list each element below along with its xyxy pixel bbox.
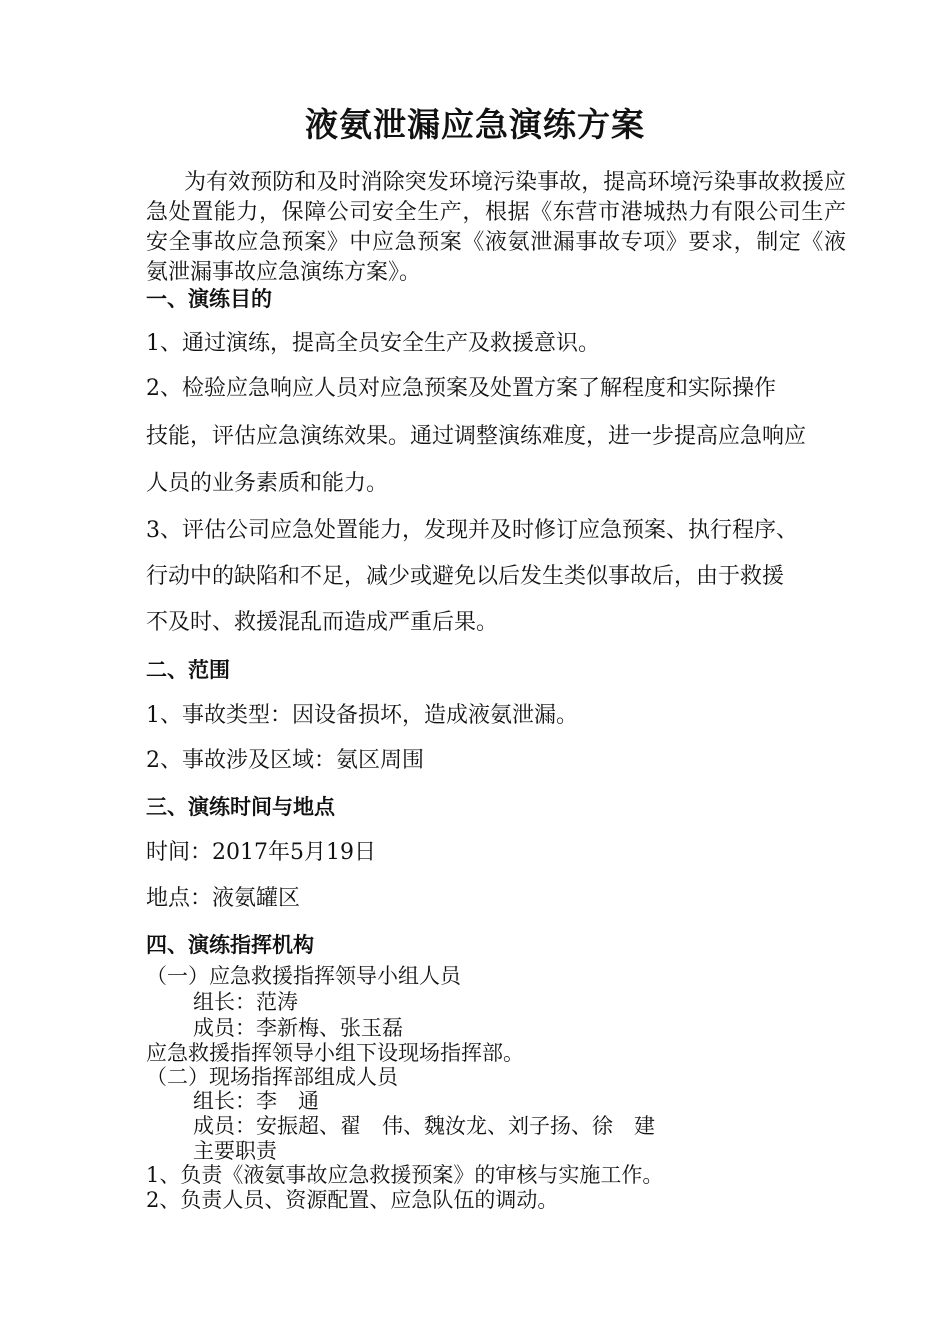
section2-item1: 1、事故类型：因设备损坏，造成液氨泄漏。 bbox=[146, 703, 578, 728]
section1-item2-line1: 2、检验应急响应人员对应急预案及处置方案了解程度和实际操作 bbox=[146, 376, 776, 401]
duty-item-1: 1、负责《液氨事故应急救援预案》的审核与实施工作。 bbox=[146, 1163, 664, 1187]
section4-heading: 四、演练指挥机构 bbox=[146, 933, 314, 957]
drill-time: 时间：2017年5月19日 bbox=[146, 840, 376, 865]
group1-note: 应急救援指挥领导小组下设现场指挥部。 bbox=[146, 1041, 524, 1065]
section2-item2: 2、事故涉及区域：氨区周围 bbox=[146, 748, 424, 773]
section1-item2-line2: 技能，评估应急演练效果。通过调整演练难度，进一步提高应急响应 bbox=[146, 424, 807, 449]
group2-members: 成员：安振超、翟 伟、魏汝龙、刘子扬、徐 建 bbox=[193, 1114, 655, 1138]
duty-item-2: 2、负责人员、资源配置、应急队伍的调动。 bbox=[146, 1188, 559, 1212]
group1-title: （一）应急救援指挥领导小组人员 bbox=[146, 964, 461, 988]
intro-paragraph bbox=[146, 168, 846, 288]
group1-leader: 组长：范涛 bbox=[193, 990, 298, 1014]
group2-title: （二）现场指挥部组成人员 bbox=[146, 1065, 398, 1089]
section1-item1: 1、通过演练，提高全员安全生产及救援意识。 bbox=[146, 331, 600, 356]
section2-heading: 二、范围 bbox=[146, 658, 230, 682]
section1-heading: 一、演练目的 bbox=[146, 287, 272, 311]
intro-text: 为有效预防和及时消除突发环境污染事故，提高环境污染事故救援应急处置能力，保障公司安全生产，根据《东营市港城热力有限公司生产安全事故应急预案》中应急预案《液氨泄漏事故专项》要求，制定《液氨泄漏事故应急演练方案》。 bbox=[146, 170, 846, 285]
group1-members: 成员：李新梅、张玉磊 bbox=[193, 1016, 403, 1040]
drill-place: 地点：液氨罐区 bbox=[146, 886, 301, 911]
group2-leader: 组长：李 通 bbox=[193, 1089, 319, 1113]
section1-item3-line2: 行动中的缺陷和不足，减少或避免以后发生类似事故后，由于救援 bbox=[146, 564, 785, 589]
section1-item3-line3: 不及时、救援混乱而造成严重后果。 bbox=[146, 610, 499, 635]
duties-title: 主要职责 bbox=[193, 1139, 277, 1163]
section1-item3-line1: 3、评估公司应急处置能力，发现并及时修订应急预案、执行程序、 bbox=[146, 518, 798, 543]
section1-item2-line3: 人员的业务素质和能力。 bbox=[146, 471, 389, 496]
section3-heading: 三、演练时间与地点 bbox=[146, 795, 335, 819]
document-title: 液氨泄漏应急演练方案 bbox=[305, 105, 645, 144]
